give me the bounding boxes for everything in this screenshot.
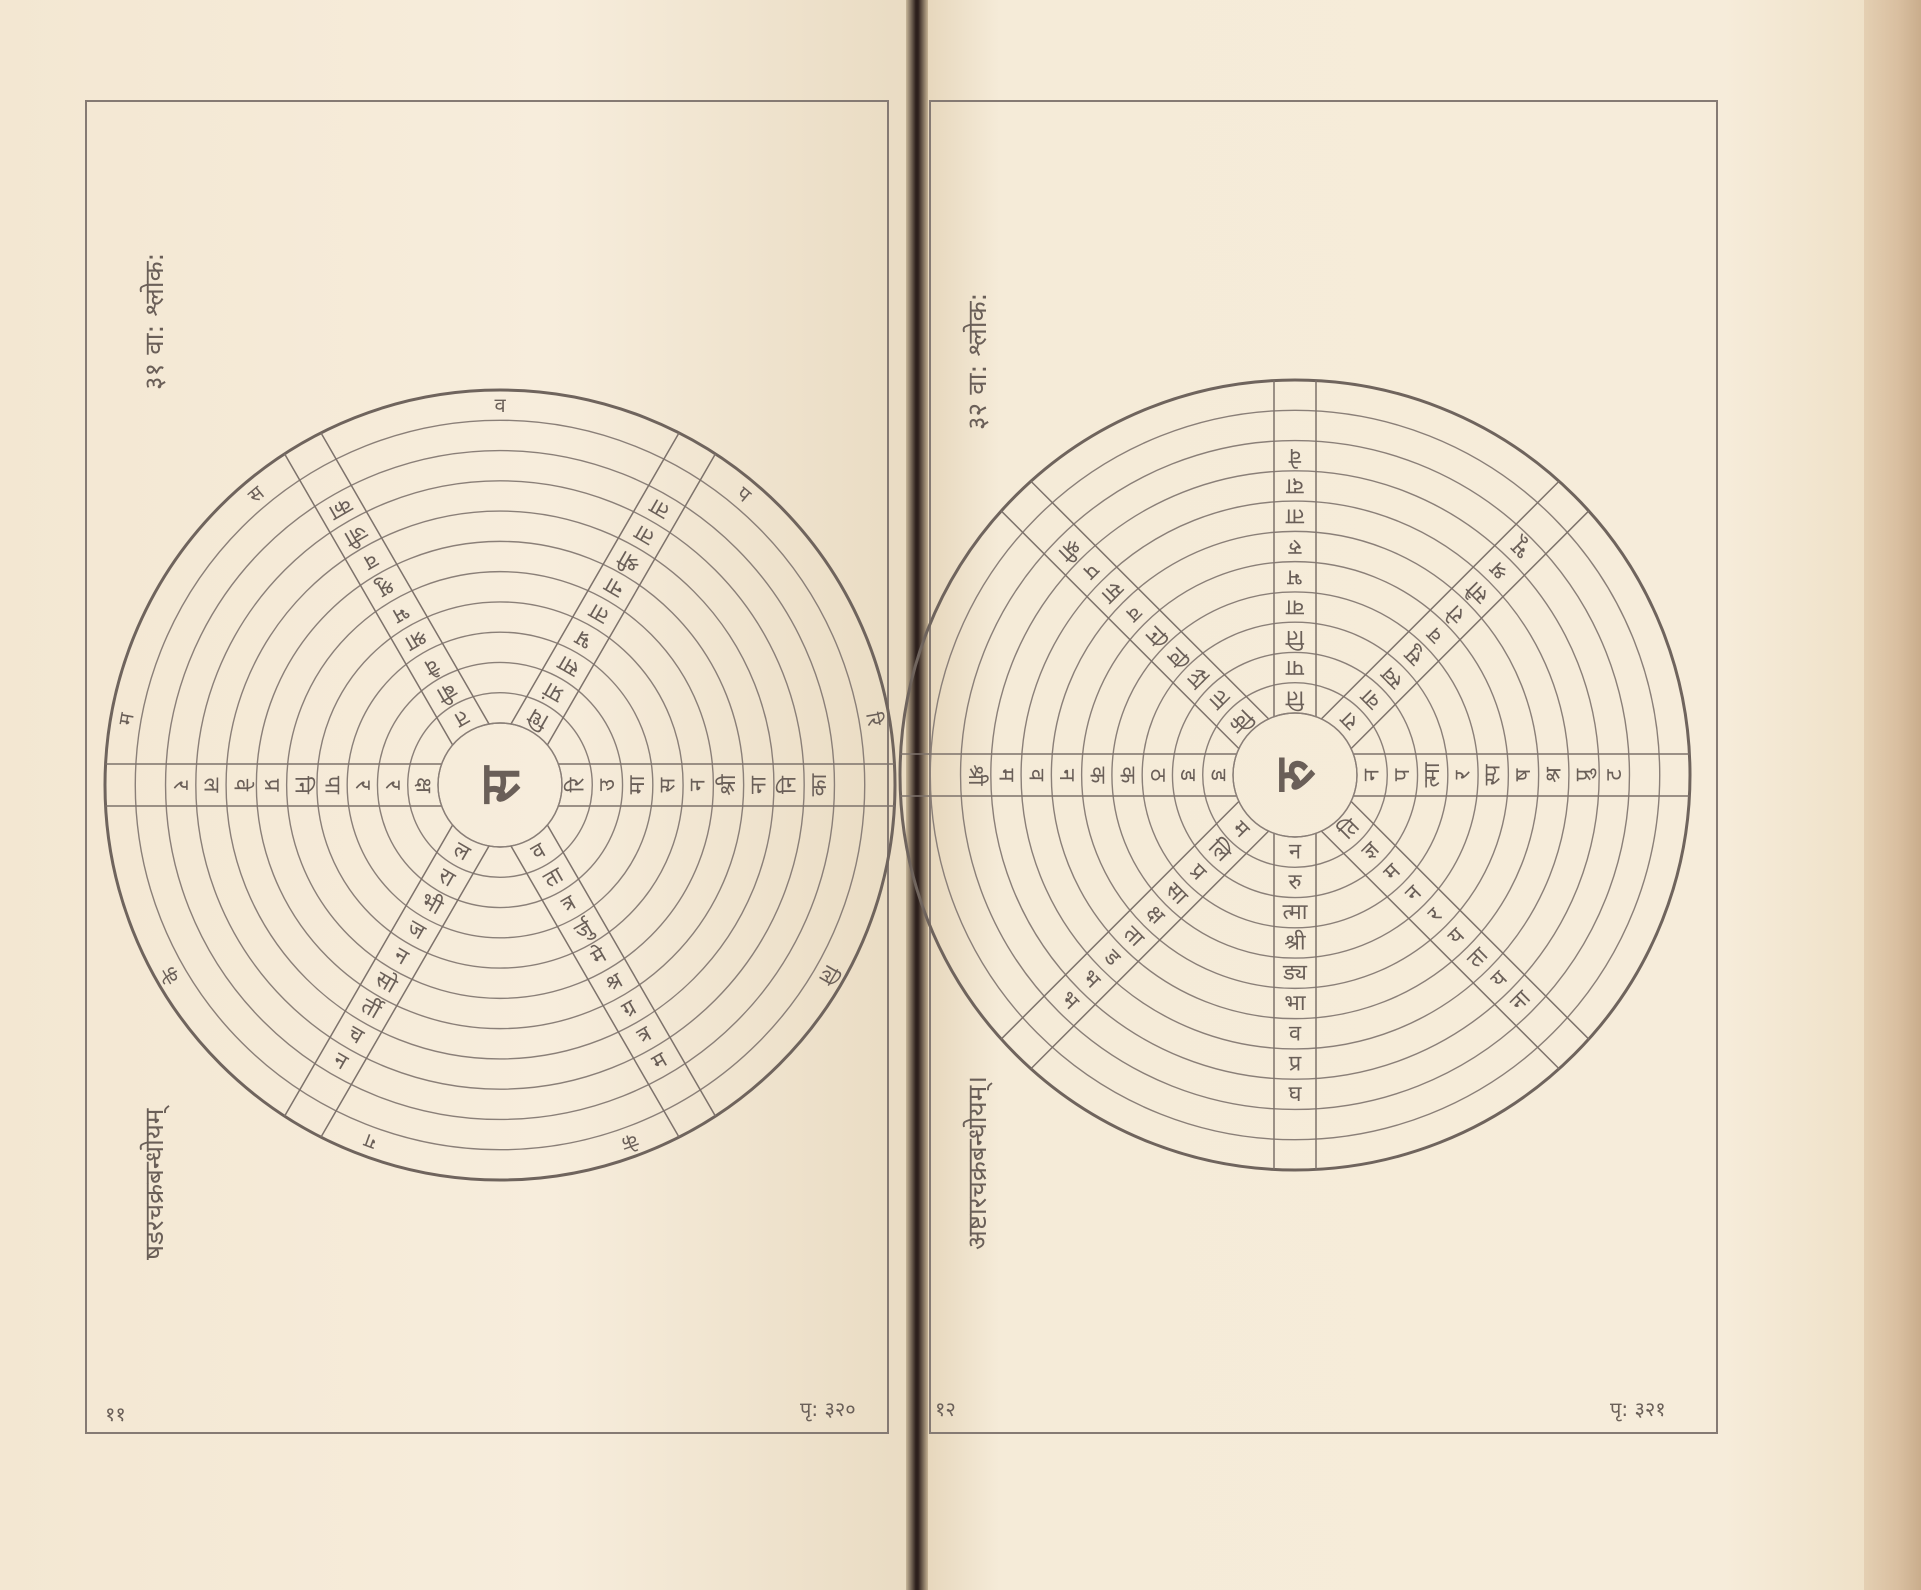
- left-chakra-spoke-letter: क्ष: [410, 777, 436, 793]
- right-chakra-spoke-letter: भ: [1054, 986, 1084, 1016]
- right-chakra-spoke-letter: दा: [1286, 473, 1304, 499]
- left-chakra-spoke-letter: भी: [415, 888, 447, 921]
- left-chakra-spoke-letter: श्र: [601, 968, 628, 998]
- left-chakra-spoke-letter: धि: [523, 702, 554, 734]
- right-chakra-spoke-letter: भ: [1076, 965, 1105, 994]
- left-chakra-spoke-letter: त्र: [633, 1021, 657, 1050]
- right-chakra-spoke-letter: म: [1226, 816, 1254, 844]
- right-chakra-spoke-letter: व: [1023, 768, 1049, 782]
- left-chakra-spoke-letter: व: [527, 837, 551, 866]
- left-chakra-rim-label: ग: [360, 1128, 380, 1156]
- right-chakra-spoke-letter: म: [1378, 858, 1406, 886]
- left-chakra-spoke-letter: र: [168, 780, 194, 790]
- left-chakra-spoke-letter: प्र: [259, 778, 284, 792]
- right-chakra-spoke-letter: श्र: [1541, 767, 1567, 783]
- right-chakra-spoke-letter: ति: [1285, 624, 1305, 650]
- left-chakra-spoke-letter: श्री: [716, 774, 741, 796]
- right-chakra-spoke-letter: सौ: [1461, 575, 1495, 609]
- right-chakra-spoke-line: [1001, 511, 1239, 749]
- left-chakra-rim-label: व: [494, 393, 506, 418]
- right-chakra-spoke-letter: श्री: [1284, 930, 1306, 956]
- left-chakra-spoke-letter: ता: [584, 597, 614, 629]
- left-chakra-spoke-letter: ना: [746, 776, 772, 794]
- left-chakra-spoke-letter: म: [647, 1047, 672, 1076]
- right-chakra-spoke-letter: व: [1120, 600, 1147, 627]
- right-chakra-spoke-letter: य: [1443, 923, 1470, 950]
- left-chakra-spoke-letter: र्जु: [570, 915, 598, 946]
- right-chakra-spoke-letter: वे: [1288, 443, 1302, 469]
- right-chakra-spoke-letter: नि: [1139, 619, 1171, 651]
- right-chakra-spoke-letter: न: [1359, 768, 1385, 782]
- left-chakra-title: षडरचक्रबन्धोयम्: [140, 1108, 170, 1260]
- right-chakra-spoke-letter: कि: [1223, 703, 1258, 738]
- right-chakra-spoke-letter: सा: [1095, 575, 1129, 609]
- right-chakra-spoke-letter: ठ: [1144, 768, 1170, 782]
- left-chakra-spoke-letter: सो: [370, 966, 401, 999]
- left-chakra-spoke-letter: र: [349, 780, 375, 790]
- right-chakra-spoke-letter: ड्य: [1283, 960, 1307, 986]
- right-chakra-spoke-letter: भ: [1287, 564, 1303, 590]
- right-chakra-spoke-letter: ट: [1601, 769, 1627, 781]
- right-chakra-spoke-letter: प्र: [1184, 859, 1211, 886]
- right-chakra-spoke-letter: प्र: [1288, 1051, 1302, 1077]
- left-chakra-spoke-letter: का: [324, 491, 357, 525]
- right-chakra-spoke-letter: व: [1288, 1021, 1302, 1047]
- right-chakra-spoke-letter: क्ष: [1140, 900, 1170, 930]
- left-chakra-spoke-letter: सा: [553, 649, 585, 682]
- left-chakra-rim-label: के: [156, 962, 186, 988]
- right-chakra-spoke-letter: श्र: [1485, 556, 1514, 585]
- left-chakra-spoke-letter: ग्र: [617, 995, 642, 1024]
- right-chakra-spoke-letter: रु: [1288, 869, 1302, 895]
- right-chakra-spoke-letter: ना: [1505, 985, 1536, 1016]
- left-chakra-spoke-letter: वै: [419, 651, 443, 680]
- right-verse-heading: ३२ वा: श्लोक:: [963, 292, 993, 430]
- right-chakra-spoke-line: [1031, 831, 1269, 1069]
- left-chakra-spoke-letter: नि: [289, 776, 315, 794]
- right-chakra-spoke-letter: न: [1400, 880, 1427, 907]
- right-chakra-spoke-letter: त्मा: [1282, 900, 1308, 926]
- left-chakra-spoke-letter: त्र: [557, 890, 581, 919]
- left-chakra-rim-label: रि: [861, 710, 888, 728]
- right-chakra-spoke-letter: व: [1422, 621, 1449, 648]
- left-chakra-spoke-letter: प्रां: [539, 676, 568, 708]
- left-page-number: पृ: ३२०: [800, 1397, 856, 1421]
- right-chakra-spoke-letter: वि: [1161, 641, 1192, 672]
- left-chakra-rim-label: प: [732, 481, 757, 507]
- right-chakra-spoke-letter: भा: [1284, 991, 1306, 1016]
- right-chakra-spoke-letter: रो: [1442, 599, 1471, 628]
- left-chakra-spoke-letter: भ्र: [571, 624, 597, 655]
- left-chakra-spoke-letter: च: [343, 1020, 368, 1050]
- left-chakra-spoke-letter: ता: [645, 493, 674, 524]
- right-chakra-spoke-letter: न: [1288, 839, 1302, 865]
- right-chakra-spoke-letter: क: [1114, 766, 1140, 784]
- left-chakra-rim-label: के: [618, 1128, 642, 1156]
- left-verse-heading: ३१ वा: श्लोक:: [140, 252, 170, 390]
- right-chakra-spoke-letter: ज्ञ: [1357, 837, 1385, 865]
- left-chakra-spoke-letter: बी: [432, 676, 461, 708]
- left-chakra-spoke-letter: श्रु: [372, 572, 399, 602]
- right-chakra-spoke-letter: ड: [1205, 769, 1231, 781]
- right-chakra-spoke-letter: य: [1486, 966, 1513, 993]
- right-chakra-spoke-letter: रु: [1288, 534, 1302, 559]
- right-chakra-spoke-letter: पा: [1285, 655, 1305, 681]
- right-chakra-spoke-letter: न: [1054, 768, 1079, 782]
- right-chakra-spoke-letter: श्री: [963, 764, 989, 786]
- left-chakra-spoke-letter: र्ती: [356, 993, 385, 1025]
- left-chakra-spoke-letter: र: [380, 780, 406, 790]
- left-chakra-spoke-letter: वे: [228, 778, 254, 792]
- right-chakra-spoke-letter: ड: [1099, 944, 1126, 971]
- left-chakra-rim-label: लि: [813, 960, 845, 990]
- right-chakra-spoke-letter: ता: [1285, 503, 1305, 529]
- right-chakra-spoke-line: [1321, 481, 1559, 719]
- left-chakra-rim-label: म: [113, 711, 139, 728]
- left-chakra-spoke-letter: त: [449, 704, 474, 733]
- left-chakra-spoke-letter: ज: [402, 915, 430, 946]
- left-chakra-spoke-letter: श्रा: [400, 623, 432, 656]
- right-chakra-spoke-letter: स्व: [1376, 661, 1409, 694]
- left-chakra-spoke-letter: ल: [198, 777, 224, 793]
- left-chakra-spoke-letter: भ: [387, 598, 414, 629]
- right-chakra-spoke-letter: ष: [1511, 768, 1536, 782]
- left-folio: ११: [105, 1402, 126, 1426]
- left-chakra-spoke-letter: ल: [448, 837, 475, 867]
- left-chakra-spoke-letter: जी: [339, 518, 372, 552]
- left-chakra-spoke-letter: स: [655, 777, 681, 793]
- right-chakra-spoke-letter: ति: [1285, 685, 1305, 711]
- left-chakra-spoke-letter: मा: [625, 775, 651, 795]
- right-chakra-spoke-letter: स्त: [1181, 661, 1214, 694]
- right-chakra-center-letter: रु: [1263, 758, 1327, 792]
- left-chakra-spoke-letter: ता: [630, 519, 659, 551]
- right-chakra-spoke-letter: ता: [1462, 942, 1494, 974]
- left-chakra-spoke-letter: का: [806, 773, 832, 797]
- right-page-number: पृ: ३२१: [1610, 1397, 1666, 1421]
- left-chakra-rim-label: स: [242, 480, 269, 508]
- left-chakra-spoke-letter: रि: [564, 777, 590, 793]
- right-chakra-spoke-letter: रा: [1335, 706, 1364, 735]
- right-chakra-spoke-letter: सा: [1160, 877, 1193, 910]
- right-chakra-spoke-letter: ता: [1203, 683, 1235, 715]
- right-chakra-spoke-line: [1321, 831, 1559, 1069]
- left-chakra-spoke-letter: व: [359, 547, 383, 575]
- left-chakra-spoke-letter: रा: [433, 863, 459, 893]
- left-chakra-spoke-letter: पा: [319, 775, 345, 795]
- right-chakra-title: अष्टारचक्रबन्धोयम्।: [963, 1075, 993, 1250]
- right-chakra-spoke-letter: लि: [1202, 834, 1236, 868]
- right-folio: १२: [935, 1397, 956, 1421]
- left-chakra-spoke-letter: न: [685, 778, 711, 792]
- right-chakra-spoke-letter: त्मा: [1420, 762, 1446, 788]
- left-chakra-spoke-letter: उ: [594, 778, 620, 792]
- right-chakra-spoke-letter: ड: [1175, 769, 1201, 781]
- right-chakra-spoke-letter: घ: [1288, 1081, 1302, 1107]
- right-chakra-spoke-letter: र: [1423, 903, 1448, 928]
- right-chakra-spoke-letter: म: [993, 768, 1019, 782]
- right-chakra-spoke-letter: सु: [1399, 642, 1428, 671]
- left-chakra-spoke-letter: ता: [539, 862, 568, 894]
- right-chakra-spoke-letter: प: [1389, 768, 1415, 782]
- right-chakra-spoke-line: [1001, 801, 1239, 1039]
- right-chakra-spoke-letter: वा: [1355, 683, 1387, 715]
- right-chakra-spoke-letter: वा: [1286, 594, 1304, 620]
- right-chakra-spoke-letter: स्प: [1480, 764, 1506, 786]
- left-chakra-spoke-letter: नि: [776, 776, 802, 794]
- right-chakra-spoke-line: [1031, 481, 1269, 719]
- right-chakra-spoke-letter: ति: [1334, 814, 1365, 845]
- right-chakra-spoke-letter: र: [1450, 770, 1476, 780]
- left-chakra-center-letter: स: [468, 766, 532, 804]
- left-chakra-spoke-letter: न: [389, 942, 413, 971]
- left-chakra-spoke-letter: न: [328, 1047, 352, 1076]
- right-chakra-spoke-letter: क: [1084, 766, 1110, 784]
- right-chakra-spoke-line: [1351, 801, 1589, 1039]
- right-chakra-spoke-letter: श्री: [1052, 532, 1086, 566]
- right-chakra-spoke-letter: ता: [1118, 921, 1149, 952]
- right-chakra-spoke-letter: प्रु: [1571, 768, 1597, 782]
- left-chakra-spoke-letter: श्री: [613, 544, 645, 578]
- left-chakra-spoke-letter: मे: [587, 942, 612, 971]
- left-chakra-spoke-letter: ना: [600, 571, 629, 603]
- right-chakra-spoke-line: [1351, 511, 1589, 749]
- right-chakra-spoke-letter: भू: [1506, 534, 1536, 564]
- right-chakra-spoke-letter: प: [1077, 557, 1104, 584]
